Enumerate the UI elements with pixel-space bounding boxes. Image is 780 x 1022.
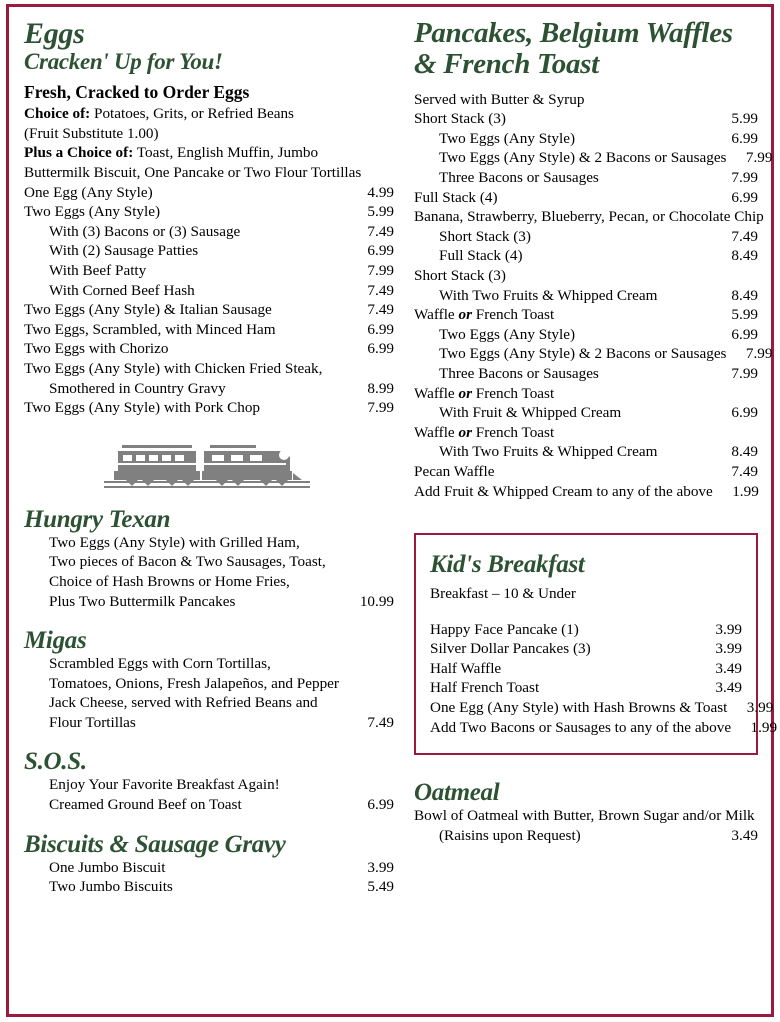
menu-note-label: Plus a Choice of: (24, 144, 134, 162)
menu-item-label: Two Jumbo Biscuits (49, 878, 173, 896)
menu-item-label: Add Two Bacons or Sausages to any of the above (430, 718, 732, 736)
menu-item-row (414, 364, 758, 384)
menu-item-price: 7.49 (367, 713, 394, 731)
eggs-items (24, 183, 394, 418)
menu-item-label: Three Bacons or Sausages (439, 169, 599, 186)
menu-item-row (414, 482, 758, 502)
menu-item-price: 6.99 (731, 188, 758, 206)
menu-item-label: Enjoy Your Favorite Breakfast Again! (49, 776, 280, 794)
menu-item-row (414, 344, 773, 364)
menu-item-label: Two Eggs (Any Style) & 2 Bacons or Sausages (439, 345, 727, 363)
menu-item-label: Full Stack (4) (414, 188, 498, 206)
menu-item-price: 4.99 (367, 183, 394, 201)
menu-item-row (414, 168, 758, 188)
menu-item-row (24, 261, 394, 281)
menu-item-price: 7.49 (367, 301, 394, 319)
menu-note: Choice of: Potatoes, Grits, or Refried Beans (24, 105, 294, 123)
menu-item-row (49, 552, 394, 572)
menu-item-row (430, 639, 742, 659)
menu-item-price: 7.99 (745, 149, 773, 167)
menu-item-row (414, 188, 758, 208)
menu-item-row (24, 241, 394, 261)
menu-item-row (414, 148, 773, 168)
menu-item-price: 7.49 (367, 281, 394, 299)
menu-item-label: Half French Toast (430, 679, 540, 697)
menu-item-row (49, 674, 394, 694)
menu-item-price: 8.49 (731, 286, 758, 304)
menu-item-label: Two Eggs (Any Style) (439, 325, 576, 343)
menu-item-label: Bowl of Oatmeal with Butter, Brown Sugar and/or Milk (414, 807, 755, 825)
menu-item-price: 8.49 (731, 443, 758, 461)
menu-item-row (414, 384, 758, 404)
menu-item-row (414, 266, 758, 286)
oatmeal-title: Oatmeal (414, 779, 500, 807)
menu-item-row (414, 227, 758, 247)
menu-item-row (414, 462, 758, 482)
menu-item-row (49, 795, 394, 815)
menu-item-price: 5.99 (367, 203, 394, 221)
menu-item-price: 3.99 (746, 699, 774, 717)
pancakes-title-line2: & French Toast (414, 48, 599, 81)
left-column (24, 18, 402, 1007)
section-hungry-texan (24, 506, 394, 611)
menu-item-label: Short Stack (3) (414, 110, 506, 128)
pancakes-served-note: Served with Butter & Syrup (414, 90, 585, 108)
menu-note: Buttermilk Biscuit, One Pancake or Two Flour Tortillas (24, 164, 362, 181)
sos-title: S.O.S. (24, 748, 87, 776)
menu-item-row (24, 281, 394, 301)
menu-item-label: With Fruit & Whipped Cream (439, 404, 622, 422)
menu-item-label: Waffle or French Toast (414, 384, 555, 402)
menu-item-label: Two Eggs (Any Style) (439, 129, 576, 147)
menu-item-label: Two Eggs (Any Style) & Italian Sausage (24, 301, 272, 319)
menu-item-row (49, 775, 394, 795)
menu-item-label: Tomatoes, Onions, Fresh Jalapeños, and Pepper (49, 674, 339, 692)
menu-item-label: One Egg (Any Style) with Hash Browns & Toast (430, 699, 728, 717)
menu-item-row (49, 654, 394, 674)
menu-item-label: With Beef Patty (49, 261, 147, 279)
menu-item-label: Waffle or French Toast (414, 306, 555, 324)
menu-item-row (24, 222, 394, 242)
menu-item-label: Silver Dollar Pancakes (3) (430, 640, 591, 658)
menu-item-row (414, 305, 758, 325)
menu-item-label: Three Bacons or Sausages (439, 364, 599, 382)
menu-item-row (414, 442, 758, 462)
menu-item-label: Pecan Waffle (414, 462, 495, 480)
menu-item-label: Choice of Hash Browns or Home Fries, (49, 572, 290, 590)
section-oatmeal (414, 779, 758, 845)
menu-note: Plus a Choice of: Toast, English Muffin, Jumbo (24, 144, 319, 162)
menu-item-price: 7.99 (745, 345, 773, 363)
menu-item-row (49, 572, 394, 592)
menu-item-row (430, 620, 742, 640)
menu-item-label: With (2) Sausage Patties (49, 242, 199, 260)
menu-item-label: Creamed Ground Beef on Toast (49, 796, 242, 814)
section-pancakes (414, 17, 773, 501)
menu-item-price: 6.99 (367, 796, 394, 814)
menu-item-row (414, 207, 764, 227)
menu-item-price: 3.99 (715, 640, 742, 658)
menu-item-price: 6.99 (731, 129, 758, 147)
menu-item-label: Plus Two Buttermilk Pancakes (49, 592, 236, 610)
menu-item-price: 3.49 (731, 826, 758, 844)
menu-item-price: 8.99 (367, 379, 394, 397)
train-graphic (104, 440, 314, 490)
menu-item-label: Happy Face Pancake (1) (430, 620, 579, 638)
menu-item-label: Short Stack (3) (439, 227, 531, 245)
menu-item-label: Two Eggs (Any Style) with Chicken Fried Steak, (24, 359, 323, 377)
menu-item-label: Flour Tortillas (49, 713, 136, 731)
train-icon (24, 418, 394, 506)
section-biscuits (24, 831, 394, 897)
emphasis-or: or (458, 423, 472, 441)
menu-columns (6, 4, 778, 1017)
menu-item-row (430, 698, 774, 718)
menu-item-row (49, 877, 394, 897)
menu-note-label: Choice of: (24, 105, 91, 123)
eggs-notes (24, 104, 394, 182)
menu-item-price: 7.99 (367, 399, 394, 417)
menu-item-row (430, 659, 742, 679)
menu-item-row (414, 826, 758, 846)
menu-item-row (49, 592, 394, 612)
menu-item-label: Two Eggs, Scrambled, with Minced Ham (24, 320, 276, 338)
menu-item-row (414, 806, 758, 826)
menu-note: (Fruit Substitute 1.00) (24, 124, 159, 142)
menu-item-label: With Two Fruits & Whipped Cream (439, 443, 658, 461)
menu-item-label: Half Waffle (430, 659, 502, 677)
menu-item-price: 3.49 (715, 659, 742, 677)
menu-item-row (24, 183, 394, 203)
eggs-subtitle: Cracken' Up for You! (24, 49, 223, 75)
menu-item-row (430, 678, 742, 698)
emphasis-or: or (458, 384, 472, 402)
menu-item-price: 5.99 (731, 306, 758, 324)
kids-title: Kid's Breakfast (430, 551, 585, 579)
menu-item-row (24, 359, 394, 379)
menu-item-price: 7.49 (731, 227, 758, 245)
menu-item-row (24, 339, 394, 359)
menu-item-row (49, 713, 394, 733)
menu-item-label: Scrambled Eggs with Corn Tortillas, (49, 655, 271, 673)
menu-item-row (430, 718, 778, 738)
menu-item-label: Full Stack (4) (439, 247, 523, 265)
menu-item-label: Two Eggs (Any Style) with Pork Chop (24, 399, 261, 417)
menu-item-row (414, 403, 758, 423)
menu-item-label: Two Eggs (Any Style) (24, 203, 161, 221)
pancakes-items (414, 109, 773, 501)
menu-item-price: 5.49 (367, 878, 394, 896)
menu-item-label: Two Eggs (Any Style) with Grilled Ham, (49, 533, 300, 551)
menu-item-label: Waffle or French Toast (414, 423, 555, 441)
menu-item-price: 10.99 (359, 592, 394, 610)
menu-item-label: Banana, Strawberry, Blueberry, Pecan, or Chocolate Chip (414, 208, 764, 226)
emphasis-or: or (458, 306, 472, 324)
menu-item-row (414, 246, 758, 266)
menu-item-price: 6.99 (367, 340, 394, 358)
menu-item-label: Two Eggs with Chorizo (24, 340, 169, 358)
menu-item-price: 6.99 (367, 320, 394, 338)
menu-item-price: 3.99 (715, 620, 742, 638)
kids-subtitle: Breakfast – 10 & Under (430, 585, 576, 603)
menu-item-label: (Raisins upon Request) (439, 826, 581, 844)
menu-item-row (49, 693, 394, 713)
kids-items (430, 620, 778, 738)
section-sos (24, 748, 394, 814)
menu-item-row (24, 379, 394, 399)
menu-item-label: Smothered in Country Gravy (49, 379, 226, 397)
eggs-bold-heading: Fresh, Cracked to Order Eggs (24, 82, 250, 103)
menu-item-row (49, 858, 394, 878)
hungry-texan-title: Hungry Texan (24, 505, 171, 533)
menu-item-label: One Jumbo Biscuit (49, 858, 166, 876)
menu-item-row (24, 202, 394, 222)
menu-item-row (414, 109, 758, 129)
migas-items (24, 654, 394, 732)
biscuits-items (24, 858, 394, 897)
menu-item-label: With Two Fruits & Whipped Cream (439, 286, 658, 304)
migas-title: Migas (24, 627, 87, 655)
section-eggs (24, 18, 394, 418)
menu-item-row (24, 320, 394, 340)
menu-item-price: 6.99 (731, 404, 758, 422)
menu-item-label: Two Eggs (Any Style) & 2 Bacons or Sausages (439, 149, 727, 167)
sos-items (24, 775, 394, 814)
menu-item-price: 7.99 (367, 261, 394, 279)
menu-item-price: 3.99 (367, 858, 394, 876)
menu-item-price: 1.99 (750, 718, 778, 736)
menu-item-price: 6.99 (367, 242, 394, 260)
menu-item-price: 3.49 (715, 679, 742, 697)
menu-item-row (49, 533, 394, 553)
menu-item-label: Add Fruit & Whipped Cream to any of the above (414, 482, 713, 500)
menu-item-label: With Corned Beef Hash (49, 281, 195, 299)
menu-item-price: 6.99 (731, 325, 758, 343)
kids-breakfast-box (414, 533, 778, 755)
menu-item-price: 5.99 (731, 110, 758, 128)
section-migas (24, 627, 394, 732)
menu-item-row (24, 300, 394, 320)
menu-item-price: 1.99 (732, 482, 759, 500)
menu-item-label: Jack Cheese, served with Refried Beans and (49, 694, 318, 712)
pancakes-title-line1: Pancakes, Belgium Waffles (414, 17, 733, 49)
menu-item-label: Two pieces of Bacon & Two Sausages, Toast, (49, 553, 326, 571)
hungry-texan-items (24, 533, 394, 611)
right-column (402, 17, 778, 1007)
biscuits-title: Biscuits & Sausage Gravy (24, 830, 286, 858)
eggs-title: Eggs (24, 17, 85, 50)
menu-item-row (414, 129, 758, 149)
menu-item-label: With (3) Bacons or (3) Sausage (49, 222, 241, 240)
menu-item-row (414, 423, 758, 443)
menu-item-price: 7.99 (731, 364, 758, 382)
menu-item-price: 7.49 (367, 222, 394, 240)
menu-item-price: 7.99 (731, 169, 758, 186)
menu-item-label: One Egg (Any Style) (24, 183, 153, 201)
oatmeal-items (414, 806, 758, 845)
menu-item-label: Short Stack (3) (414, 266, 506, 284)
menu-item-row (24, 398, 394, 418)
menu-item-row (414, 325, 758, 345)
menu-item-price: 8.49 (731, 247, 758, 265)
menu-item-row (414, 286, 758, 306)
menu-item-price: 7.49 (731, 462, 758, 480)
